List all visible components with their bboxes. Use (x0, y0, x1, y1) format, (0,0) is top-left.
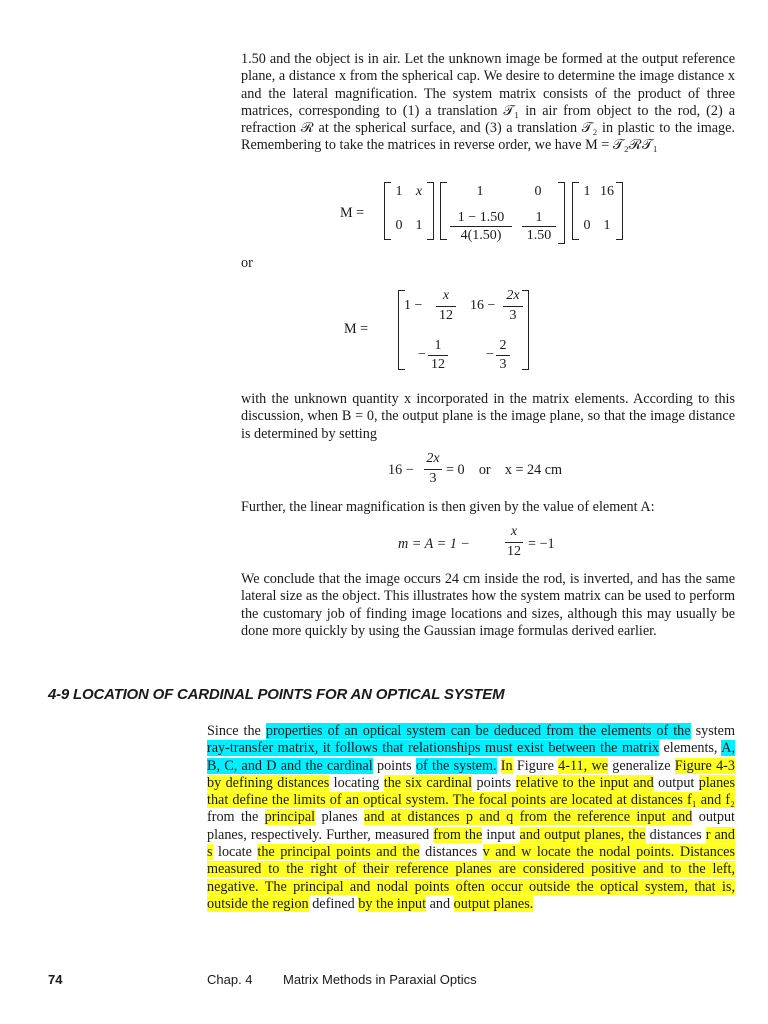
text-run: locate (212, 844, 258, 861)
matrix-cell: x (415, 184, 423, 199)
equation-lhs: M = (340, 205, 365, 221)
highlighted-text: A, B, C, and D and the cardinal (207, 740, 735, 774)
matrix-cell: 1 (395, 184, 403, 199)
matrix-cell: x (442, 288, 450, 303)
paragraph-cardinal-points (207, 723, 735, 913)
highlighted-text: and at distances p and q from the reference input and (364, 809, 693, 826)
highlighted-text: v and w locate the nodal points. Distances measured to the right of their reference planes are considered positive and to the left, negative. The principal and nodal points often occur outside the optical system, that is, outside the region (207, 844, 736, 912)
highlighted-text: from the (433, 826, 483, 843)
paragraph-intro: 1.50 and the object is in air. Let the unknown image be formed at the output reference plane, a distance x from the spherical cap. We desire to determine the image distance x and the lateral magnification. The system matrix consists of the product of three matrices, corresponding to (1) a translation 𝒯₁ in air from object to the rod, (2) a refraction ℛ at the spherical surface, and (3) a translation 𝒯₂ in plastic to the image. Remembering to take the matrices in reverse order, we have M = 𝒯₂ℛ𝒯₁ (241, 51, 735, 154)
text-run: points (472, 774, 516, 791)
matrix-cell: 0 (583, 218, 591, 233)
highlighted-text: by the input (358, 895, 427, 912)
matrix-cell: 3 (509, 308, 517, 323)
bracket-right (616, 182, 623, 240)
fraction-bar (522, 226, 556, 227)
matrix-cell: 1 (434, 338, 442, 353)
text-run: Figure (512, 757, 559, 774)
footer-title: Matrix Methods in Paraxial Optics (283, 972, 477, 987)
fraction-bar (428, 355, 448, 356)
matrix-cell: 1 − 1.50 (457, 210, 505, 225)
or-connector: or (241, 255, 253, 271)
matrix-cell: 1 (603, 218, 611, 233)
bracket-left (384, 182, 391, 240)
matrix-cell: 1 (535, 210, 543, 225)
fraction-bar (424, 469, 442, 470)
bracket-right (522, 290, 529, 370)
equation-part: x (510, 524, 518, 539)
fraction-bar (503, 306, 523, 307)
bracket-right (427, 182, 434, 240)
equation-part: m = A = 1 − (398, 536, 470, 552)
highlighted-text: principal (264, 809, 316, 826)
matrix-cell: 1 (476, 184, 484, 199)
text-run: system (690, 723, 735, 739)
highlighted-text: In (500, 757, 513, 774)
matrix-cell: 16 (600, 184, 614, 199)
fraction-bar (496, 355, 510, 356)
highlighted-text: properties of an optical system can be deduced from the elements of the (265, 723, 691, 739)
equation-part: 2x (426, 451, 440, 466)
text-run: and (426, 895, 454, 912)
paragraph-conclusion: We conclude that the image occurs 24 cm inside the rod, is inverted, and has the same lateral size as the object. This illustrates how the system matrix can be used to perform the customary job of finding image locations and sizes, although this may usually be done more quickly by using the Gaussian image formulas derived earlier. (241, 571, 735, 639)
text-run: elements, (659, 740, 722, 757)
text-run: distances (645, 826, 706, 843)
highlighted-text: planes that define the limits of an optical system. The focal points are located at distances f₁ and f₂ (207, 774, 735, 809)
page-number: 74 (48, 972, 63, 987)
matrix-cell: 1 − (404, 298, 423, 313)
highlighted-text: of the system. (415, 757, 497, 774)
highlighted-text: r and s (207, 826, 735, 861)
highlighted-text: output planes. (453, 895, 534, 912)
equation-part: 12 (507, 544, 521, 559)
text-run: locating (329, 774, 384, 791)
highlighted-text: the six cardinal (383, 774, 473, 791)
text-run: input (482, 826, 520, 843)
paragraph-unknown-quantity: with the unknown quantity x incorporated in the matrix elements. According to this discussion, when B = 0, the output plane is the image plane, so that the image distance is determined by setting (241, 391, 735, 442)
matrix-cell: 4(1.50) (460, 228, 502, 243)
matrix-cell: 1.50 (526, 228, 552, 243)
text-run: distances (419, 844, 483, 861)
text-run: planes (315, 809, 365, 826)
equation-part: 16 − (388, 462, 414, 478)
matrix-cell: 1 (583, 184, 591, 199)
fraction-bar (450, 226, 512, 227)
bracket-left (572, 182, 579, 240)
equation-part: 3 (429, 471, 437, 486)
footer-chapter: Chap. 4 (207, 972, 253, 987)
text-run: defined (308, 895, 359, 912)
text-run: points (372, 757, 416, 774)
matrix-cell: − (486, 347, 494, 362)
equation-lhs: M = (344, 321, 369, 337)
highlighted-text: ray-transfer matrix, it follows that relationships must exist between the matrix (207, 740, 659, 757)
matrix-cell: 16 − (470, 298, 496, 313)
text-run: Since the (207, 723, 266, 739)
fraction-bar (436, 306, 456, 307)
matrix-cell: 0 (534, 184, 542, 199)
paragraph-magnification: Further, the linear magnification is then given by the value of element A: (241, 499, 655, 515)
fraction-bar (505, 542, 523, 543)
bracket-right (558, 182, 565, 244)
bracket-left (440, 182, 447, 240)
matrix-cell: 2x (506, 288, 520, 303)
equation-part: = −1 (528, 536, 555, 552)
equation-part: = 0 or x = 24 cm (446, 462, 563, 478)
matrix-cell: − (418, 347, 426, 362)
text-run: output planes, respectively. Further, measured (207, 809, 735, 843)
highlighted-text: relative to the input and (515, 774, 654, 791)
matrix-cell: 1 (415, 218, 423, 233)
highlighted-text: the principal points and the (257, 844, 420, 861)
text-run: output (653, 774, 699, 791)
text-run: from the (207, 809, 265, 826)
highlighted-text: and output planes, the (519, 826, 646, 843)
section-heading: 4-9 LOCATION OF CARDINAL POINTS FOR AN OPTICAL SYSTEM (48, 686, 505, 703)
highlighted-text: 4-11, we (558, 757, 608, 774)
highlighted-text: Figure 4-3 by defining distances (207, 757, 735, 791)
matrix-cell: 0 (395, 218, 403, 233)
matrix-cell: 3 (499, 357, 507, 372)
text-run: generalize (608, 757, 675, 774)
matrix-cell: 12 (431, 357, 445, 372)
matrix-cell: 2 (499, 338, 507, 353)
matrix-cell: 12 (439, 308, 453, 323)
